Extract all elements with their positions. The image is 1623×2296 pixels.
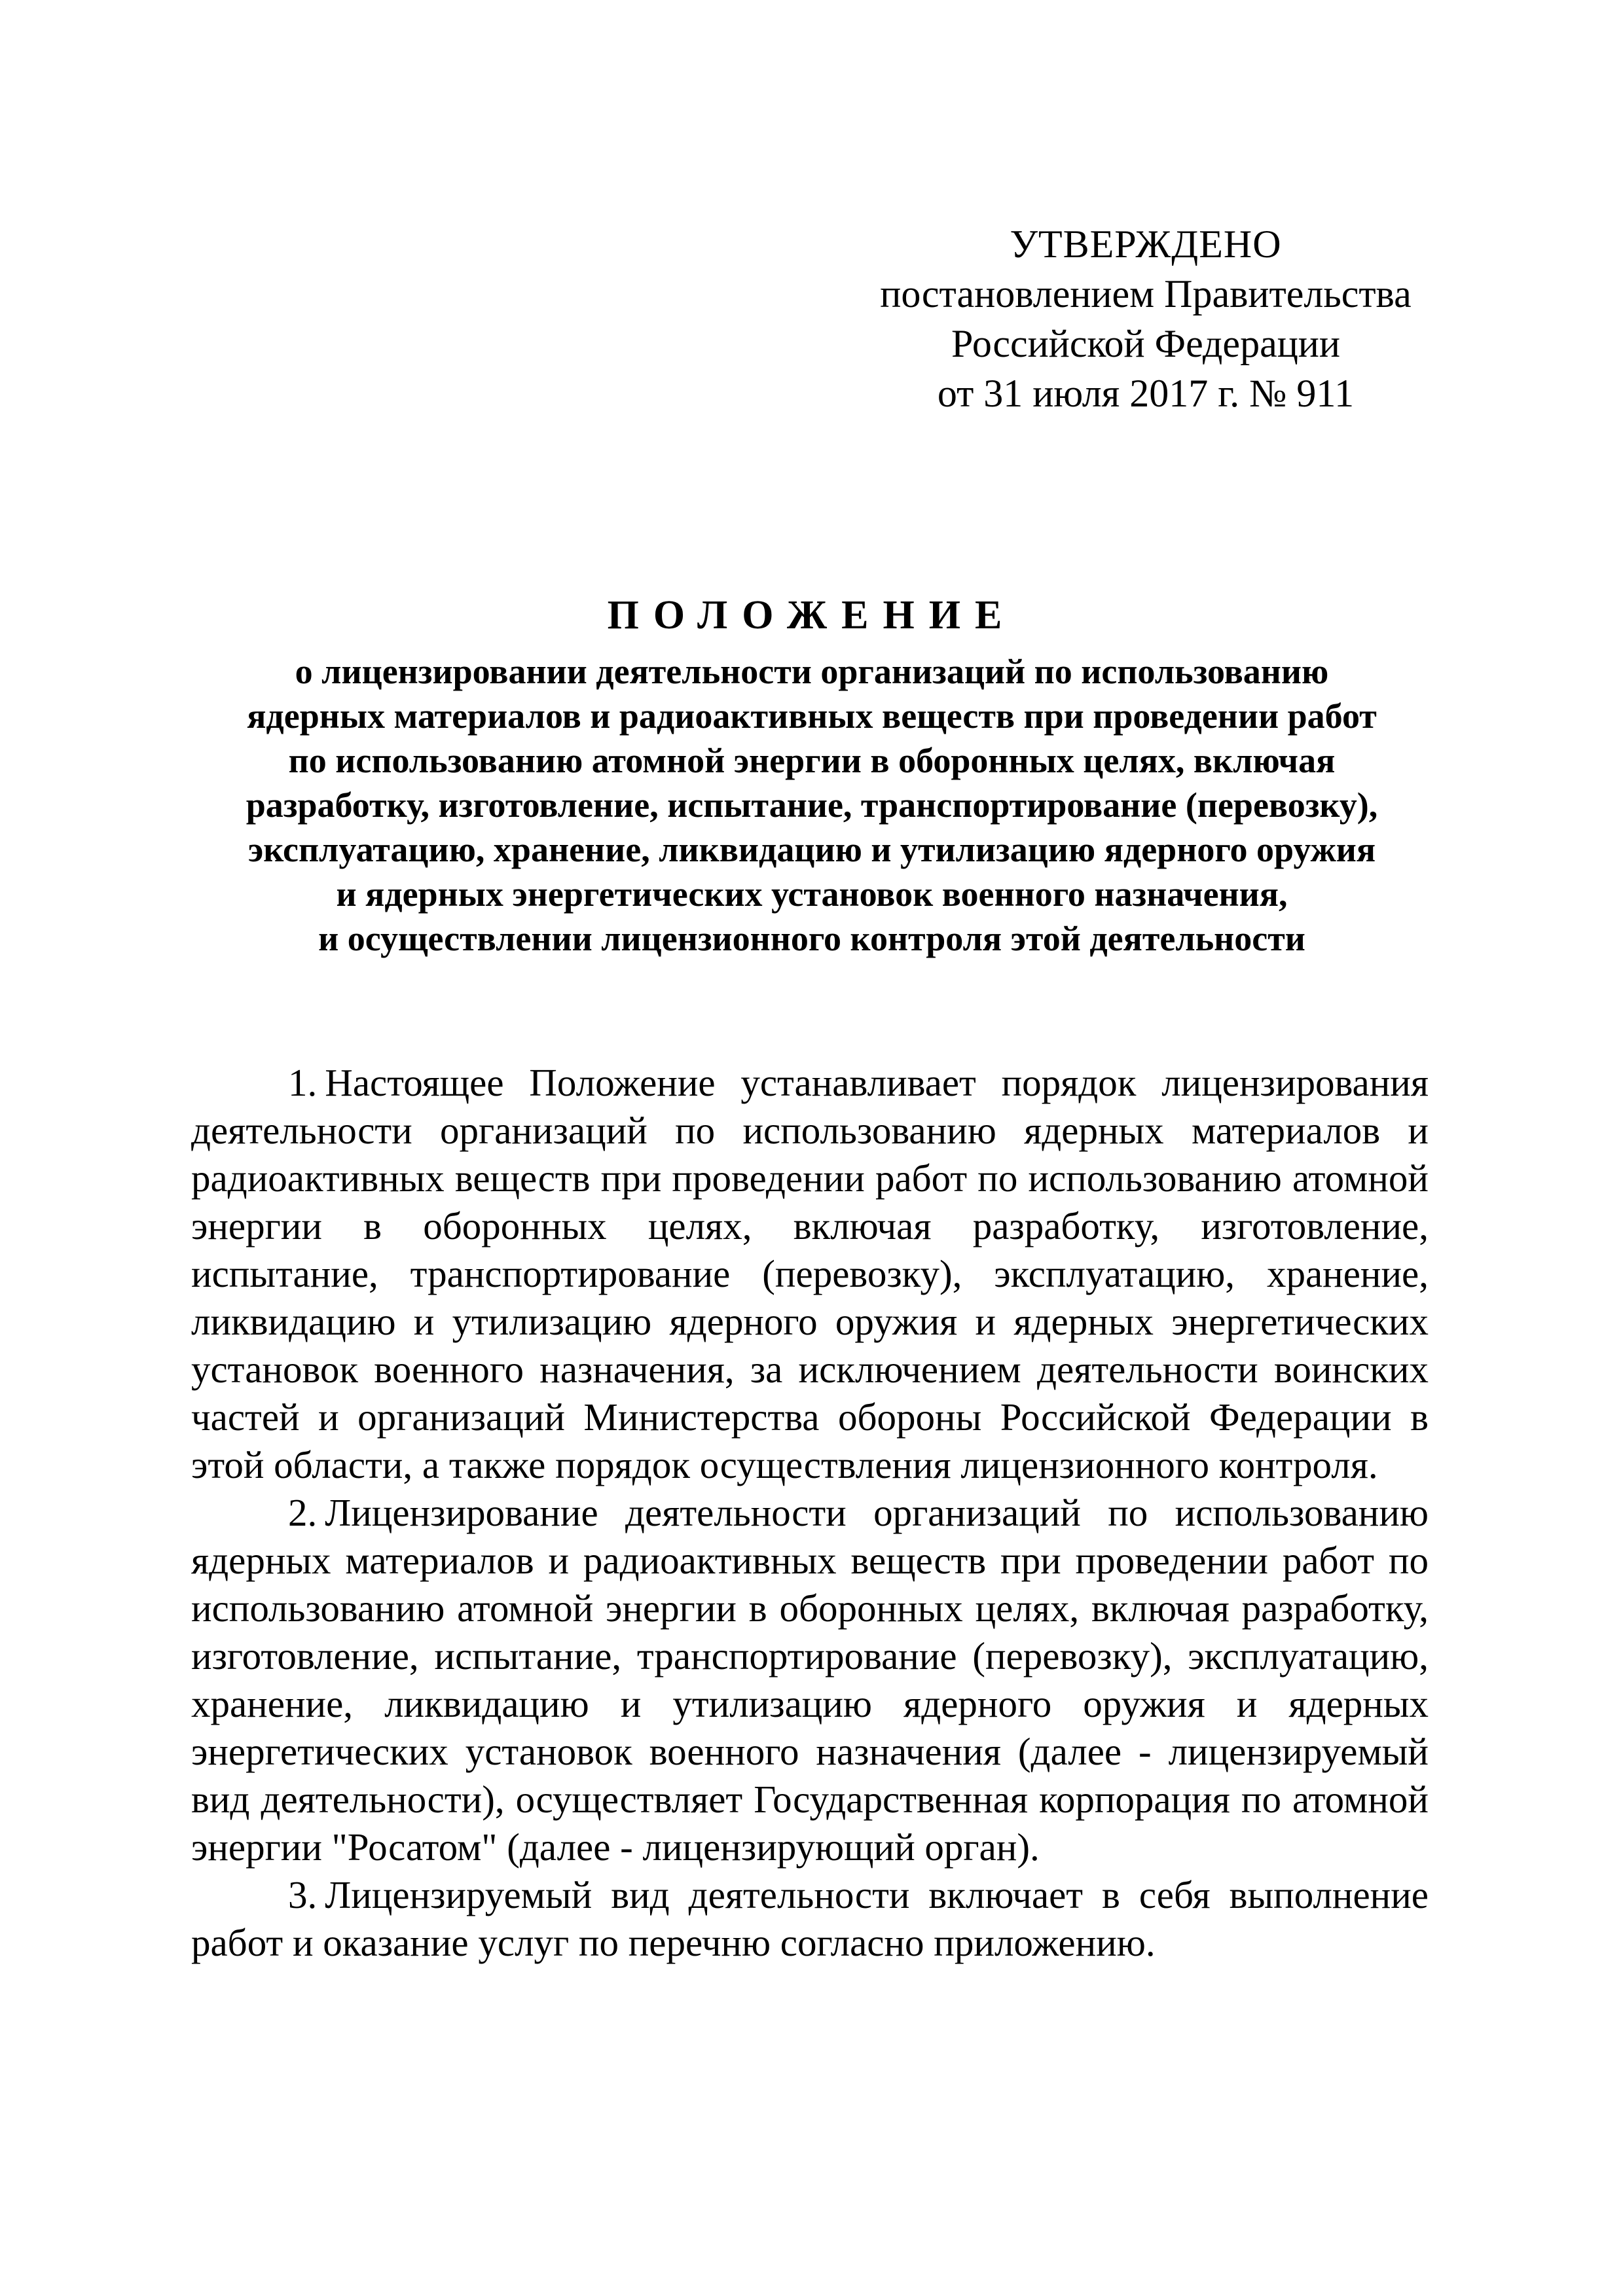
paragraph-text: Лицензируемый вид деятельности включает в себя выполнение работ и оказание услуг по перечню согласно приложению. <box>191 1873 1429 1964</box>
approval-line-2: Российской Федерации <box>951 322 1341 365</box>
document-subtitle-line: и ядерных энергетических установок военного назначения, <box>336 874 1288 914</box>
document-subtitle-line: и осуществлении лицензионного контроля этой деятельности <box>318 919 1305 958</box>
approval-block <box>864 219 1427 418</box>
paragraph-number: 1. <box>288 1061 318 1104</box>
approval-title: УТВЕРЖДЕНО <box>1010 223 1282 266</box>
document-type-title: ПОЛОЖЕНИЕ <box>607 593 1017 637</box>
document-body <box>191 1059 1429 1967</box>
paragraph-number: 2. <box>288 1491 318 1534</box>
paragraph-text: Настоящее Положение устанавливает порядок лицензирования деятельности организаций по использованию ядерных материалов и радиоактивных веществ при проведении работ по использованию атомной энергии в оборонных целях, включая разработку, изготовление, испытание, транспортирование (перевозку), эксплуатацию, хранение, ликвидацию и утилизацию ядерного оружия и ядерных энергетических установок военного назначения, за исключением деятельности воинских частей и организаций Министерства обороны Российской Федерации в этой области, а также порядок осуществления лицензионного контроля. <box>191 1061 1429 1486</box>
paragraph-number: 3. <box>288 1873 318 1916</box>
paragraph-2 <box>191 1489 1429 1871</box>
document-heading <box>170 589 1453 961</box>
paragraph-text: Лицензирование деятельности организаций по использованию ядерных материалов и радиоактивных веществ при проведении работ по использованию атомной энергии в оборонных целях, включая разработку, изготовление, испытание, транспортирование (перевозку), эксплуатацию, хранение, ликвидацию и утилизацию ядерного оружия и ядерных энергетических установок военного назначения (далее - лицензируемый вид деятельности), осуществляет Государственная корпорация по атомной энергии "Росатом" (далее - лицензирующий орган). <box>191 1491 1429 1869</box>
document-subtitle-line: ядерных материалов и радиоактивных веществ при проведении работ <box>247 696 1377 736</box>
document-subtitle-line: о лицензировании деятельности организаций по использованию <box>295 652 1329 691</box>
document-subtitle-line: разработку, изготовление, испытание, транспортирование (перевозку), <box>246 785 1378 825</box>
document-subtitle-line: эксплуатацию, хранение, ликвидацию и утилизацию ядерного оружия <box>247 830 1376 869</box>
document-subtitle-line: по использованию атомной энергии в оборонных целях, включая <box>288 741 1336 780</box>
paragraph-1 <box>191 1059 1429 1489</box>
paragraph-3 <box>191 1871 1429 1967</box>
approval-line-3: от 31 июля 2017 г. № 911 <box>937 372 1355 415</box>
approval-line-1: постановлением Правительства <box>880 272 1412 315</box>
